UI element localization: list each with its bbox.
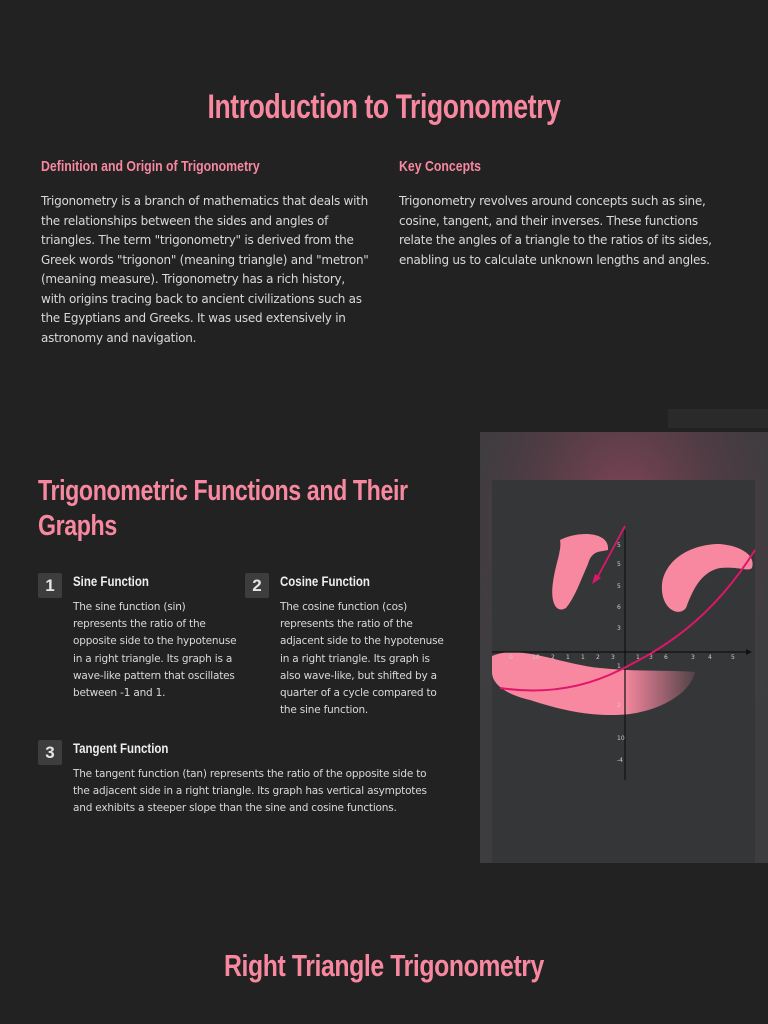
y-tick-label: 2: [617, 702, 621, 709]
x-tick-label: 2: [596, 654, 600, 661]
key-concepts-text: Trigonometry revolves around concepts such as sine, cosine, tangent, and their inverses. These functions relate the angles of a triangle to the ratios of its sides, enabling us to calculate unknown lengths and angles.: [399, 194, 712, 267]
tangent-function-title: Tangent Function: [73, 740, 169, 756]
definition-text: Trigonometry is a branch of mathematics that deals with the relationships between the sides and angles of triangles. The term "trigonometry" is derived from the Greek words "trigonon" (meaning triangle) and "metron" (meaning measure). Trigonometry has a rich history, with origins tracing back to ancient civilizations such as the Egyptians and Greeks. It was used extensively in astronomy and navigation.: [41, 194, 369, 345]
tangent-function-text: The tangent function (tan) represents the ratio of the opposite side to the adjacent side in a right triangle. Its graph has vertical asymptotes and exhibits a steeper slope than the sine and cosine functions.: [73, 768, 427, 815]
item-number-badge: 2: [245, 573, 269, 598]
x-tick-label: 1: [566, 654, 570, 661]
y-tick-label: 6: [617, 604, 621, 611]
x-tick-label: 0: [509, 654, 513, 661]
x-tick-label: 3: [611, 654, 615, 661]
y-tick-label: -4: [617, 757, 623, 764]
sine-function-text: The sine function (sin) represents the ratio of the opposite side to the hypotenuse in a right triangle. Its graph is a wave-like pattern that oscillates between -1 and 1.: [73, 601, 237, 700]
definition-section: [41, 158, 371, 348]
cosine-function-title: Cosine Function: [280, 573, 370, 589]
decorative-bar: [668, 409, 768, 428]
cosine-function-text: The cosine function (cos) represents the ratio of the adjacent side to the hypotenuse in a right triangle. Its graph is also wave-like, but shifted by a quarter of a cycle compared to the sine function.: [280, 601, 444, 717]
y-tick-label: 1: [617, 663, 621, 670]
key-concepts-heading: Key Concepts: [399, 158, 482, 175]
key-concepts-section: [399, 158, 729, 270]
item-number-badge: 1: [38, 573, 62, 598]
page-title: Introduction to Trigonometry: [207, 88, 561, 126]
trig-graph-illustration: [480, 432, 768, 863]
y-tick-label: 5: [617, 583, 621, 590]
y-tick-label: 3: [617, 625, 621, 632]
x-tick-label: 1: [581, 654, 585, 661]
y-tick-label: 10: [617, 735, 625, 742]
x-tick-label: 1: [636, 654, 640, 661]
x-tick-label: 3: [649, 654, 653, 661]
trig-graph-svg: [480, 432, 768, 863]
y-tick-label: 5: [617, 561, 621, 568]
x-tick-label: 4: [708, 654, 712, 661]
right-triangle-title: Right Triangle Trigonometry: [224, 948, 544, 983]
x-tick-label: 6: [664, 654, 668, 661]
x-tick-label: 10: [532, 654, 540, 661]
definition-heading: Definition and Origin of Trigonometry: [41, 158, 260, 175]
sine-function-title: Sine Function: [73, 573, 149, 589]
x-tick-label: 2: [551, 654, 555, 661]
functions-section-title: Trigonometric Functions and Their Graphs: [38, 475, 408, 542]
x-tick-label: 3: [691, 654, 695, 661]
y-tick-label: 5: [617, 542, 621, 549]
item-number-badge: 3: [38, 740, 62, 765]
x-tick-label: 5: [731, 654, 735, 661]
